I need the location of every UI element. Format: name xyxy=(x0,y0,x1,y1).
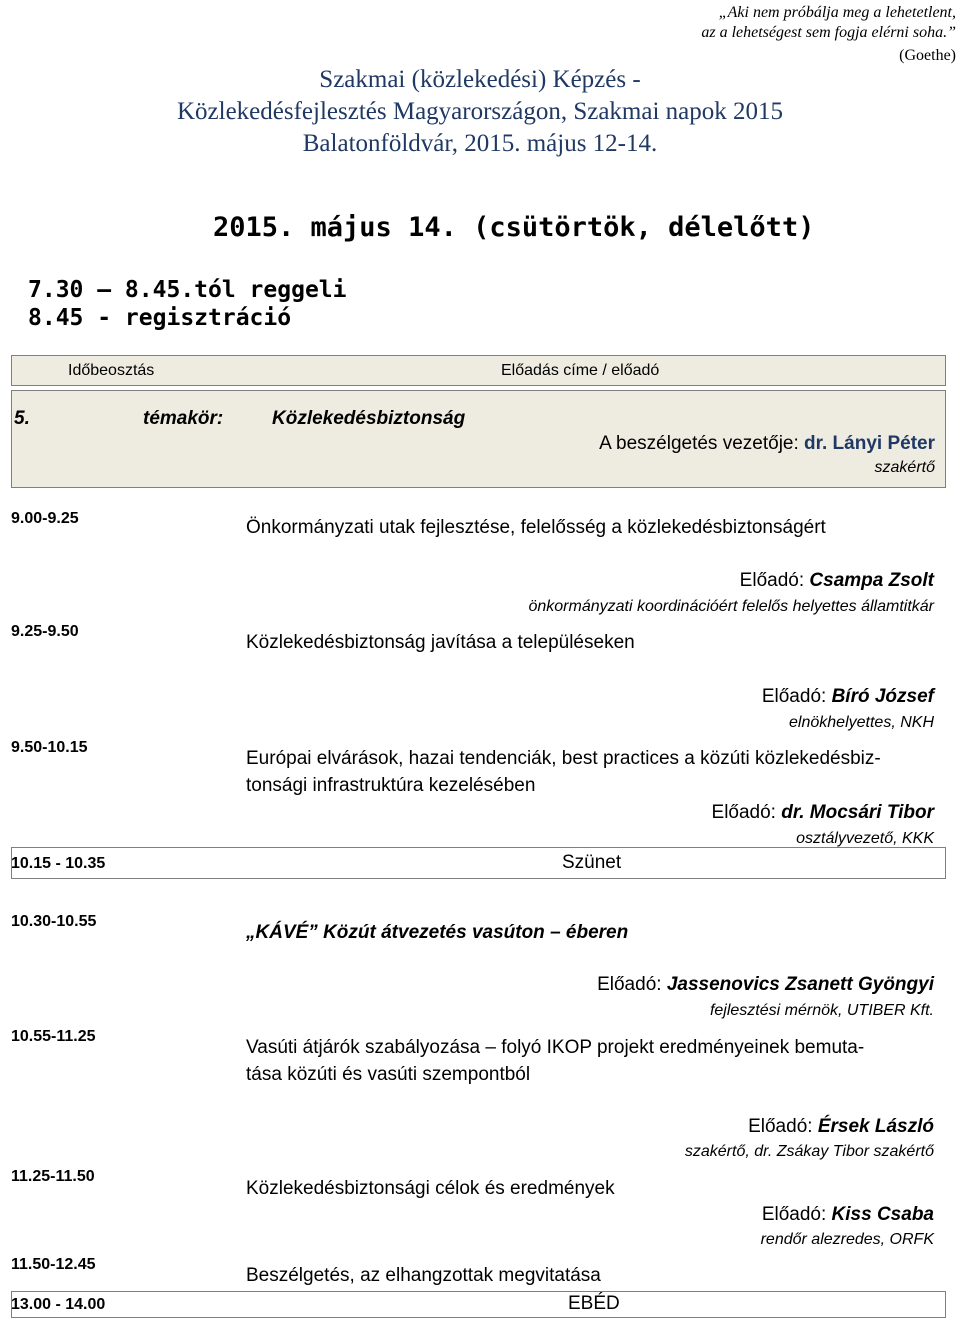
day-heading: 2015. május 14. (csütörtök, délelőtt) xyxy=(213,212,815,243)
motto-author: (Goethe) xyxy=(899,47,956,64)
registration-line: 8.45 - regisztráció xyxy=(28,305,292,331)
presenter xyxy=(748,1116,934,1138)
time-slot: 11.50-12.45 xyxy=(11,1256,96,1273)
time-slot: 9.50-10.15 xyxy=(11,739,88,756)
break-label: Szünet xyxy=(562,852,622,873)
presenter-role: rendőr alezredes, ORFK xyxy=(760,1231,934,1248)
presenter-name: Csampa Zsolt xyxy=(809,570,934,591)
breakfast-line: 7.30 – 8.45.tól reggeli xyxy=(28,277,347,303)
talk-title: Önkormányzati utak fejlesztése, felelősség a közlekedésbiztonságért xyxy=(246,517,826,538)
talk-title: Közlekedésbiztonsági célok és eredmények xyxy=(246,1178,615,1199)
talk-title-line-2: tása közúti és vasúti szempontból xyxy=(246,1064,531,1085)
moderator-prefix: A beszélgetés vezetője: xyxy=(599,433,805,454)
time-slot: 10.55-11.25 xyxy=(11,1028,96,1045)
presenter-name: Jassenovics Zsanett Gyöngyi xyxy=(666,974,934,995)
moderator-role: szakértő xyxy=(874,459,935,476)
presenter-name: Érsek László xyxy=(817,1116,934,1137)
lunch-label: EBÉD xyxy=(568,1293,620,1314)
time-slot: 11.25-11.50 xyxy=(11,1168,95,1185)
presenter-prefix: Előadó: xyxy=(711,802,782,823)
presenter-role: fejlesztési mérnök, UTIBER Kft. xyxy=(709,1002,934,1019)
presenter-role: osztályvezető, KKK xyxy=(796,830,934,847)
moderator-name: dr. Lányi Péter xyxy=(804,433,935,454)
motto-line-2: az a lehetségest sem fogja elérni soha.” xyxy=(701,24,956,41)
break-row xyxy=(11,847,946,879)
talk-title: Közlekedésbiztonság javítása a településeken xyxy=(246,632,635,653)
lunch-time: 13.00 - 14.00 xyxy=(11,1296,106,1313)
presenter-role: elnökhelyettes, NKH xyxy=(789,714,934,731)
presenter-prefix: Előadó: xyxy=(748,1116,818,1137)
presenter-prefix: Előadó: xyxy=(739,570,810,591)
presenter xyxy=(712,802,934,824)
talk-title-line-1: Európai elvárások, hazai tendenciák, best practices a közúti közlekedésbiz- xyxy=(246,748,881,769)
talk-title-line-2: tonsági infrastruktúra kezelésében xyxy=(246,775,536,796)
time-slot: 9.00-9.25 xyxy=(11,510,79,527)
presenter-prefix: Előadó: xyxy=(761,686,832,707)
presenter xyxy=(740,570,934,592)
section-header xyxy=(11,390,946,488)
presenter-role: önkormányzati koordinációért felelős helyettes államtitkár xyxy=(528,598,934,615)
presenter-prefix: Előadó: xyxy=(761,1204,832,1225)
presenter xyxy=(597,974,934,996)
event-title-1: Szakmai (közlekedési) Képzés - xyxy=(319,66,641,93)
presenter-name: Kiss Csaba xyxy=(831,1204,934,1225)
column-header-time: Időbeosztás xyxy=(68,362,155,379)
column-header-title: Előadás címe / előadó xyxy=(501,362,660,379)
lunch-row xyxy=(11,1291,946,1318)
time-slot: 10.30-10.55 xyxy=(11,913,97,930)
motto-line-1: „Aki nem próbálja meg a lehetetlent, xyxy=(718,4,956,21)
section-number: 5. xyxy=(14,408,30,429)
section-name: Közlekedésbiztonság xyxy=(272,408,466,429)
time-slot: 9.25-9.50 xyxy=(11,623,79,640)
talk-title-line-1: Vasúti átjárók szabályozása – folyó IKOP projekt eredményeinek bemuta- xyxy=(246,1037,865,1058)
break-time: 10.15 - 10.35 xyxy=(11,855,106,872)
presenter xyxy=(762,686,934,708)
presenter-prefix: Előadó: xyxy=(597,974,667,995)
presenter-name: Bíró József xyxy=(831,686,934,707)
table-header xyxy=(11,355,946,386)
moderator xyxy=(599,433,935,455)
presenter-name: dr. Mocsári Tibor xyxy=(781,802,934,823)
presenter xyxy=(762,1204,934,1226)
event-title-2: Közlekedésfejlesztés Magyarországon, Szakmai napok 2015 xyxy=(176,98,784,125)
presenter-role: szakértő, dr. Zsákay Tibor szakértő xyxy=(684,1143,934,1160)
event-title-3: Balatonföldvár, 2015. május 12-14. xyxy=(302,130,658,157)
talk-title: „KÁVÉ” Közút átvezetés vasúton – éberen xyxy=(246,922,629,943)
talk-title: Beszélgetés, az elhangzottak megvitatása xyxy=(246,1265,601,1286)
section-label: témakör: xyxy=(143,408,224,429)
